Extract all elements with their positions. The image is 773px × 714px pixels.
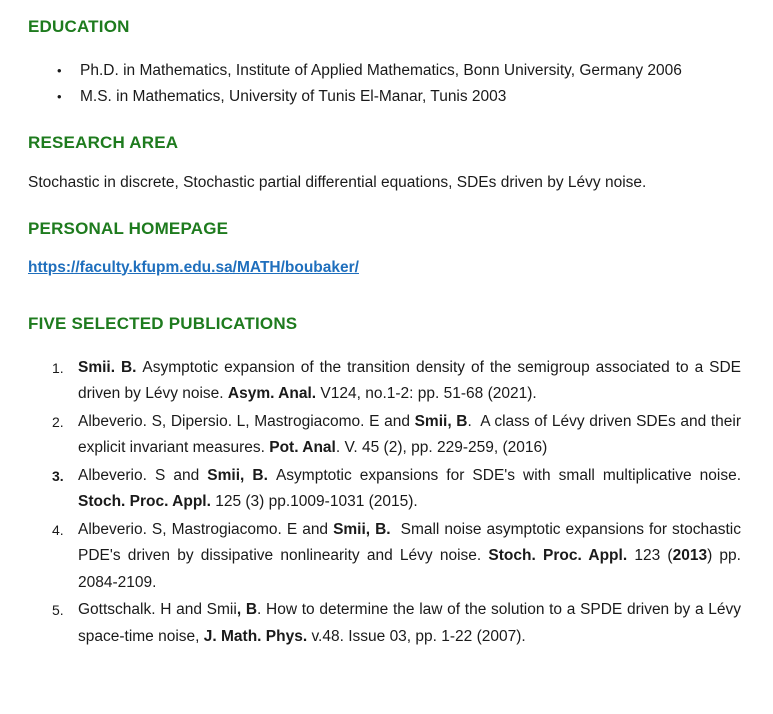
education-list (28, 58, 741, 109)
research-area-heading: RESEARCH AREA (28, 133, 179, 152)
publication-text: Albeverio. S, Mastrogiacomo. E and Smii, B. Small noise asymptotic expansions for stochastic PDE's driven by dissipative nonlinearity and Lévy noise. Stoch. Proc. Appl. 123 (2013) pp. 2084-2109. (78, 520, 741, 591)
publication-item (28, 409, 741, 462)
publications-list (28, 355, 741, 651)
bullet-icon: • (57, 63, 62, 78)
publication-item (28, 517, 741, 597)
education-heading: EDUCATION (28, 17, 130, 36)
publication-number: 2. (52, 413, 64, 430)
publication-number: 3. (52, 467, 64, 484)
publications-heading: FIVE SELECTED PUBLICATIONS (28, 313, 298, 333)
publication-number: 4. (52, 521, 64, 538)
publication-item (28, 463, 741, 516)
publication-text: Smii. B. Asymptotic expansion of the transition density of the semigroup associated to a SDE driven by Lévy noise. Asym. Anal. V124, no.1-2: pp. 51-68 (2021). (78, 358, 741, 402)
publication-text: Albeverio. S and Smii, B. Asymptotic expansions for SDE's with small multiplicative noise. Stoch. Proc. Appl. 125 (3) pp.1009-1031 (2015). (78, 466, 742, 510)
education-item-text: M.S. in Mathematics, University of Tunis El-Manar, Tunis 2003 (80, 87, 507, 105)
publication-number: 5. (52, 602, 64, 618)
homepage-link[interactable]: https://faculty.kfupm.edu.sa/MATH/boubaker/ (28, 258, 359, 276)
publication-number: 1. (52, 359, 64, 376)
publication-item (28, 597, 741, 650)
personal-homepage-heading: PERSONAL HOMEPAGE (28, 218, 229, 238)
publication-text: Albeverio. S, Dipersio. L, Mastrogiacomo. E and Smii, B. A class of Lévy driven SDEs and their explicit invariant measures. Pot. Anal. V. 45 (2), pp. 229-259, (2016) (78, 412, 741, 456)
research-area-text: Stochastic in discrete, Stochastic partial differential equations, SDEs driven by Lévy noise. (28, 174, 647, 191)
publication-item (28, 355, 741, 408)
education-item (28, 58, 741, 84)
education-item (28, 84, 741, 110)
bullet-icon: • (57, 88, 62, 104)
publication-text: Gottschalk. H and Smii, B. How to determine the law of the solution to a SPDE driven by a Lévy space-time noise, J. Math. Phys. v.48. Issue 03, pp. 1-22 (2007). (78, 601, 741, 645)
education-item-text: Ph.D. in Mathematics, Institute of Applied Mathematics, Bonn University, Germany 2006 (80, 62, 682, 79)
